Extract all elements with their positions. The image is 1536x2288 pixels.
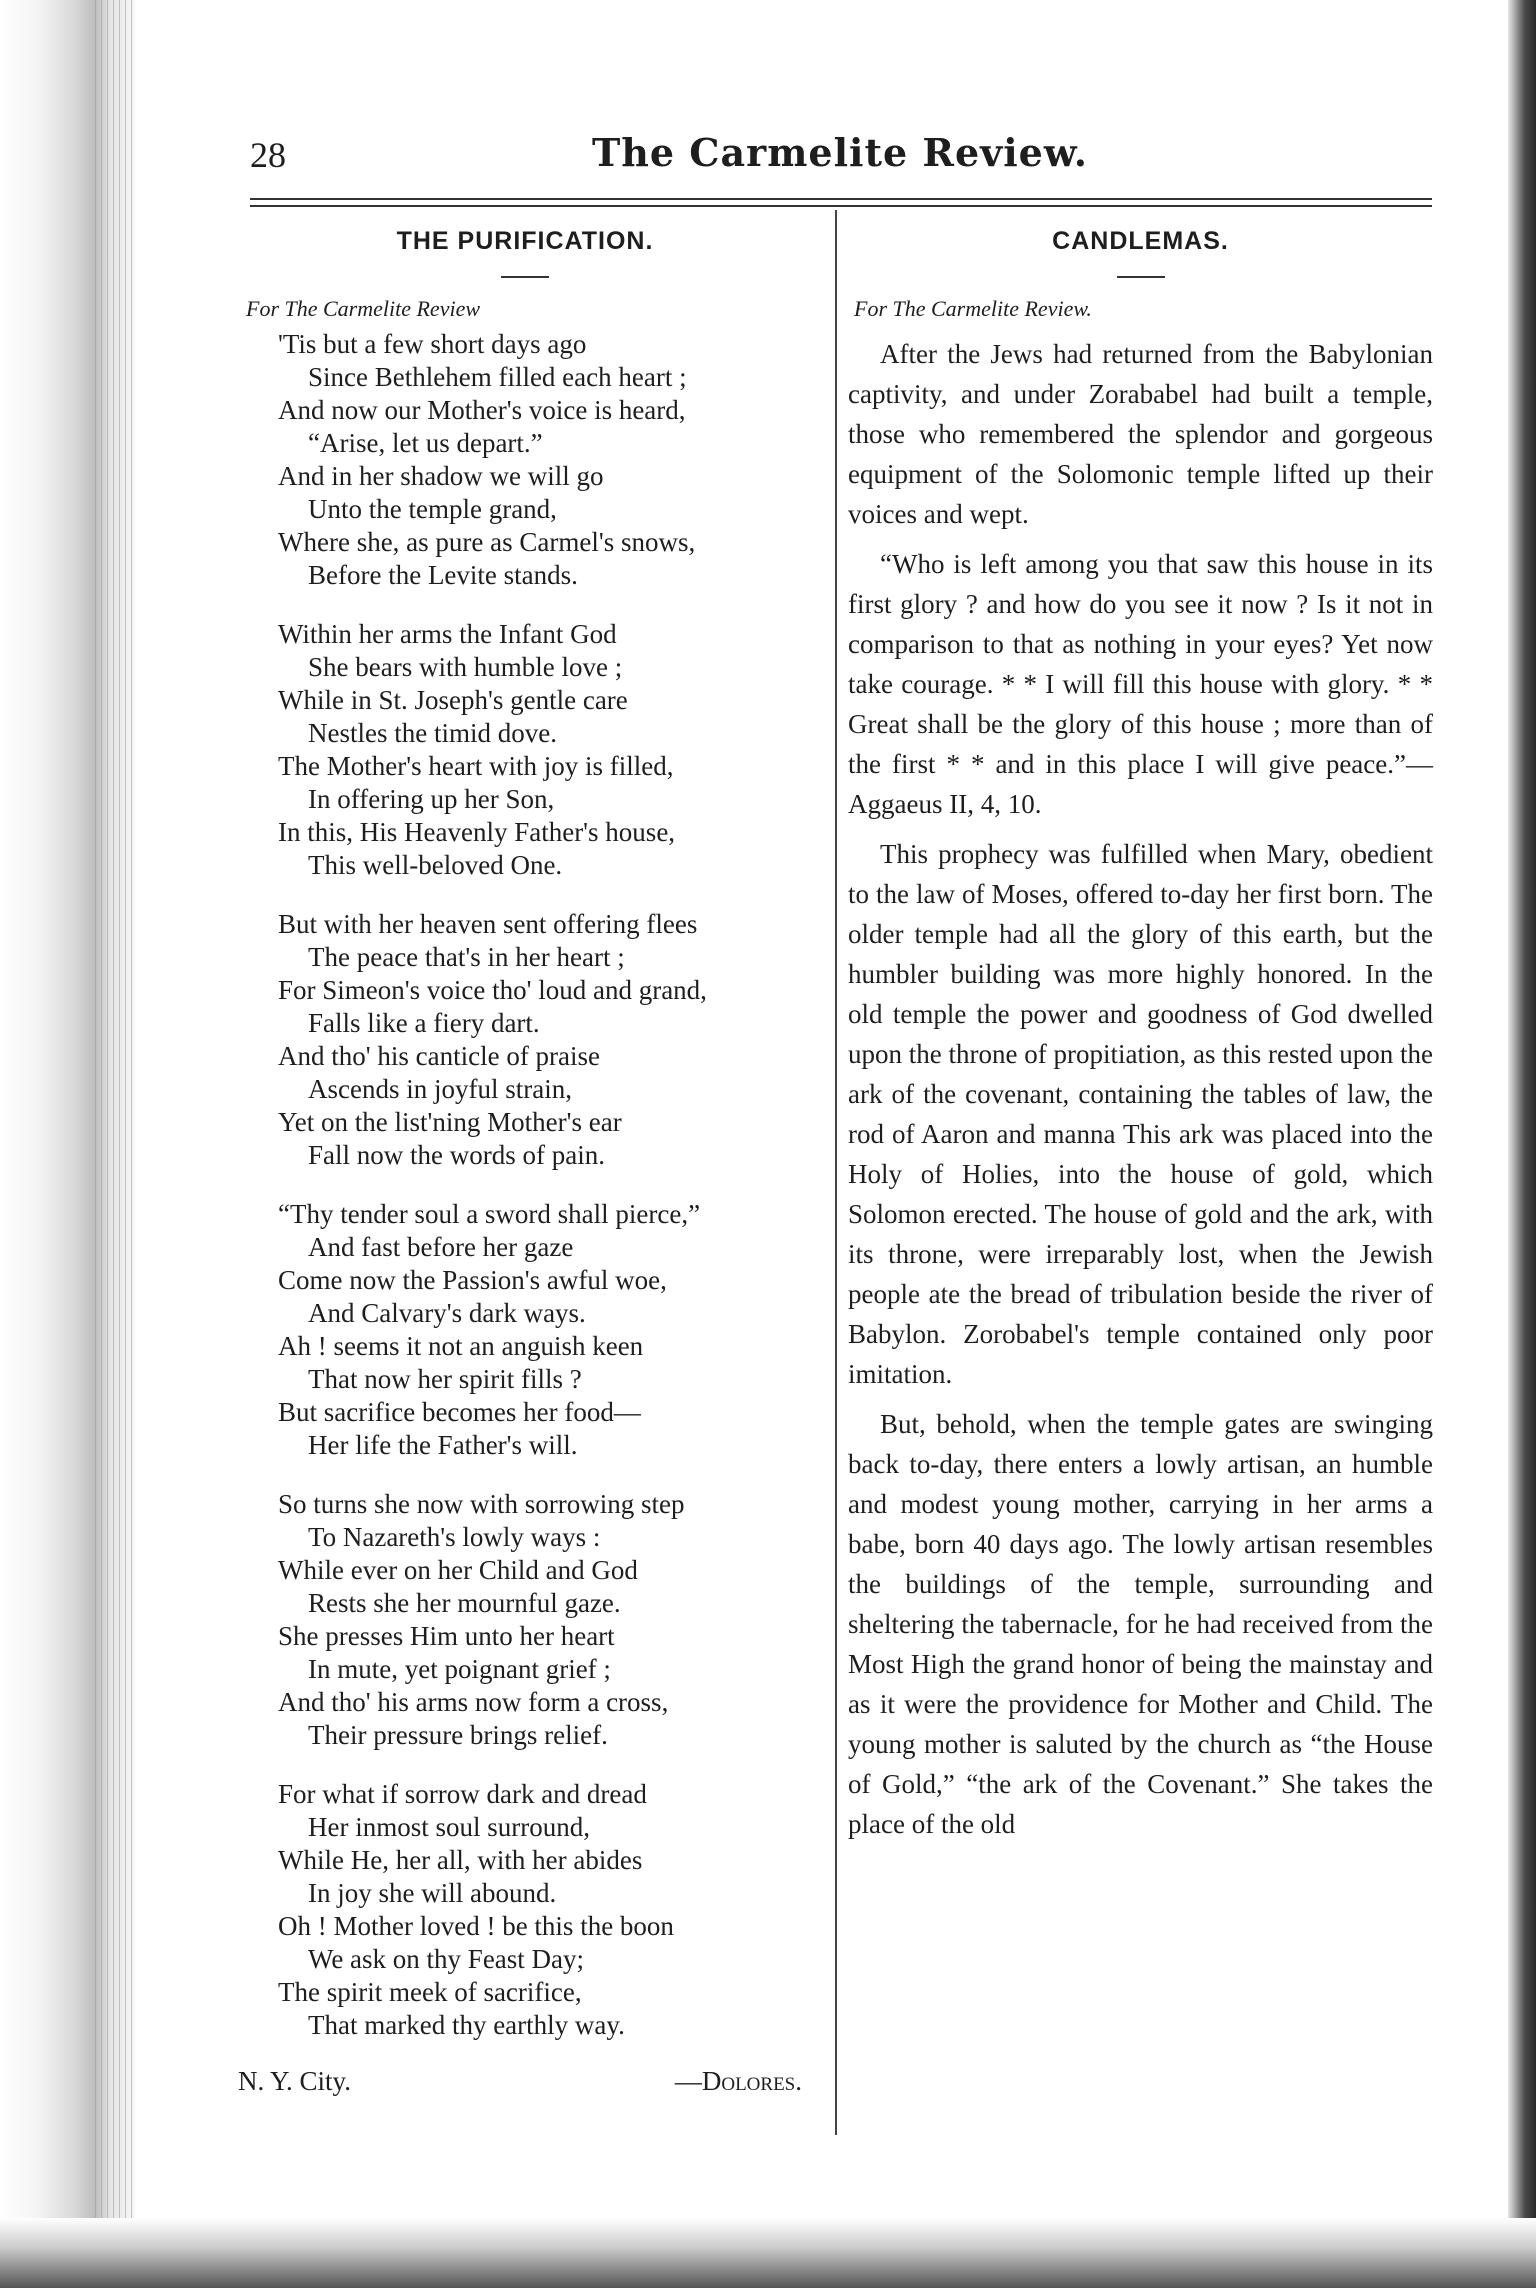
poem-line: Her life the Father's will.: [308, 1430, 578, 1460]
journal-title: The Carmelite Review.: [592, 130, 1088, 175]
poem-line: Yet on the list'ning Mother's ear: [278, 1107, 622, 1137]
header-rule-bottom: [250, 205, 1432, 207]
column-divider: [835, 210, 837, 2135]
right-column: [848, 215, 1433, 1854]
left-column: [230, 215, 820, 2106]
running-head: [250, 130, 1430, 190]
poem-line: And tho' his arms now form a cross,: [278, 1687, 669, 1717]
poem-line: 'Tis but a few short days ago: [278, 329, 587, 359]
poem-line: But sacrifice becomes her food—: [278, 1397, 641, 1427]
article-paragraph: But, behold, when the temple gates are swinging back to-day, there enters a lowly artisan, an humble and modest young mother, carrying in her arms a babe, born 40 days ago. The lowly artisan resembles the buildings of the temple, surrounding and sheltering the tabernacle, for he had received from the Most High the grand honor of being the mainstay and as it were the providence for Mother and Child. The young mother is saluted by the church as “the House of Gold,” “the ark of the Covenant.” She takes the place of the old: [848, 1409, 1433, 1839]
header-rule-top: [250, 198, 1432, 200]
poem-line: And Calvary's dark ways.: [308, 1298, 586, 1328]
poem-author: —Dolores.: [674, 2066, 802, 2096]
poem-stanza: [278, 618, 820, 882]
poem-line: That now her spirit fills ?: [308, 1364, 582, 1394]
title-rule: [1117, 276, 1165, 278]
poem-line: Ascends in joyful strain,: [308, 1074, 572, 1104]
poem-line: She bears with humble love ;: [308, 652, 623, 682]
poem-line: And in her shadow we will go: [278, 461, 604, 491]
poem-line: For what if sorrow dark and dread: [278, 1779, 647, 1809]
poem-line: For Simeon's voice tho' loud and grand,: [278, 975, 707, 1005]
poem-line: And tho' his canticle of praise: [278, 1041, 601, 1071]
poem-stanza: [278, 1198, 820, 1462]
poem-line: While ever on her Child and God: [278, 1555, 638, 1585]
poem-line: And fast before her gaze: [308, 1232, 574, 1262]
poem-line: She presses Him unto her heart: [278, 1621, 615, 1651]
poem-stanza: [278, 1488, 820, 1752]
poem-line: Her inmost soul surround,: [308, 1812, 590, 1842]
poem-line: That marked thy earthly way.: [308, 2010, 625, 2040]
poem-line: In mute, yet poignant grief ;: [308, 1654, 611, 1684]
poem-byline: For The Carmelite Review: [246, 296, 481, 321]
poem-line: Since Bethlehem filled each heart ;: [308, 362, 687, 392]
poem-line: Their pressure brings relief.: [308, 1720, 608, 1750]
poem-line: The spirit meek of sacrifice,: [278, 1977, 582, 2007]
poem-line: Come now the Passion's awful woe,: [278, 1265, 667, 1295]
poem-line: This well-beloved One.: [308, 850, 563, 880]
title-rule: [501, 276, 549, 278]
poem-signoff: [230, 2066, 820, 2106]
poem-line: Rests she her mournful gaze.: [308, 1588, 621, 1618]
poem-line: Oh ! Mother loved ! be this the boon: [278, 1911, 674, 1941]
poem-line: To Nazareth's lowly ways :: [308, 1522, 601, 1552]
poem-line: But with her heaven sent offering flees: [278, 909, 698, 939]
poem-title: THE PURIFICATION.: [396, 227, 654, 255]
poem-line: Fall now the words of pain.: [308, 1140, 605, 1170]
poem-line: We ask on thy Feast Day;: [308, 1944, 585, 1974]
poem-line: “Arise, let us depart.”: [308, 428, 543, 458]
poem-body: [230, 328, 820, 2042]
poem-line: So turns she now with sorrowing step: [278, 1489, 685, 1519]
poem-line: While in St. Joseph's gentle care: [278, 685, 628, 715]
poem-line: In joy she will abound.: [308, 1878, 557, 1908]
poem-line: Ah ! seems it not an anguish keen: [278, 1331, 644, 1361]
poem-place: N. Y. City.: [238, 2066, 352, 2096]
article-body: [848, 334, 1433, 1844]
poem-line: Before the Levite stands.: [308, 560, 578, 590]
poem-line: And now our Mother's voice is heard,: [278, 395, 686, 425]
poem-line: In this, His Heavenly Father's house,: [278, 817, 676, 847]
article-paragraph: “Who is left among you that saw this house in its first glory ? and how do you see it now ? Is it not in comparison to that as nothing in your eyes? Yet now take courage. * * I will fill this house with glory. * * Great shall be the glory of this house ; more than of the first * * and in this place I will give peace.”— Aggaeus II, 4, 10.: [848, 549, 1433, 819]
poem-line: Where she, as pure as Carmel's snows,: [278, 527, 696, 557]
poem-stanza: [278, 908, 820, 1172]
poem-line: Falls like a fiery dart.: [308, 1008, 540, 1038]
article-paragraph: This prophecy was fulfilled when Mary, obedient to the law of Moses, offered to-day her first born. The older temple had all the glory of this earth, but the humbler building was more highly honored. In the old temple the power and goodness of God dwelled upon the throne of propitiation, as this rested upon the ark of the covenant, containing the tables of law, the rod of Aaron and manna This ark was placed into the Holy of Holies, into the house of gold, which Solomon erected. The house of gold and the ark, with its throne, were irreparably lost, when the Jewish people ate the bread of tribulation beside the river of Babylon. Zorobabel's temple contained only poor imitation.: [848, 839, 1433, 1389]
poem-line: While He, her all, with her abides: [278, 1845, 643, 1875]
poem-line: The Mother's heart with joy is filled,: [278, 751, 674, 781]
page-number: 28: [250, 135, 286, 175]
poem-line: “Thy tender soul a sword shall pierce,”: [278, 1199, 701, 1229]
poem-stanza: [278, 328, 820, 592]
article-byline: For The Carmelite Review.: [854, 296, 1092, 321]
poem-line: The peace that's in her heart ;: [308, 942, 625, 972]
poem-line: Nestles the timid dove.: [308, 718, 557, 748]
poem-line: In offering up her Son,: [308, 784, 555, 814]
poem-stanza: [278, 1778, 820, 2042]
poem-line: Within her arms the Infant God: [278, 619, 617, 649]
poem-line: Unto the temple grand,: [308, 494, 557, 524]
article-title: CANDLEMAS.: [1052, 227, 1229, 255]
article-paragraph: After the Jews had returned from the Babylonian captivity, and under Zorababel had built a temple, those who remembered the splendor and gorgeous equipment of the Solomonic temple lifted up their voices and wept.: [848, 339, 1433, 529]
